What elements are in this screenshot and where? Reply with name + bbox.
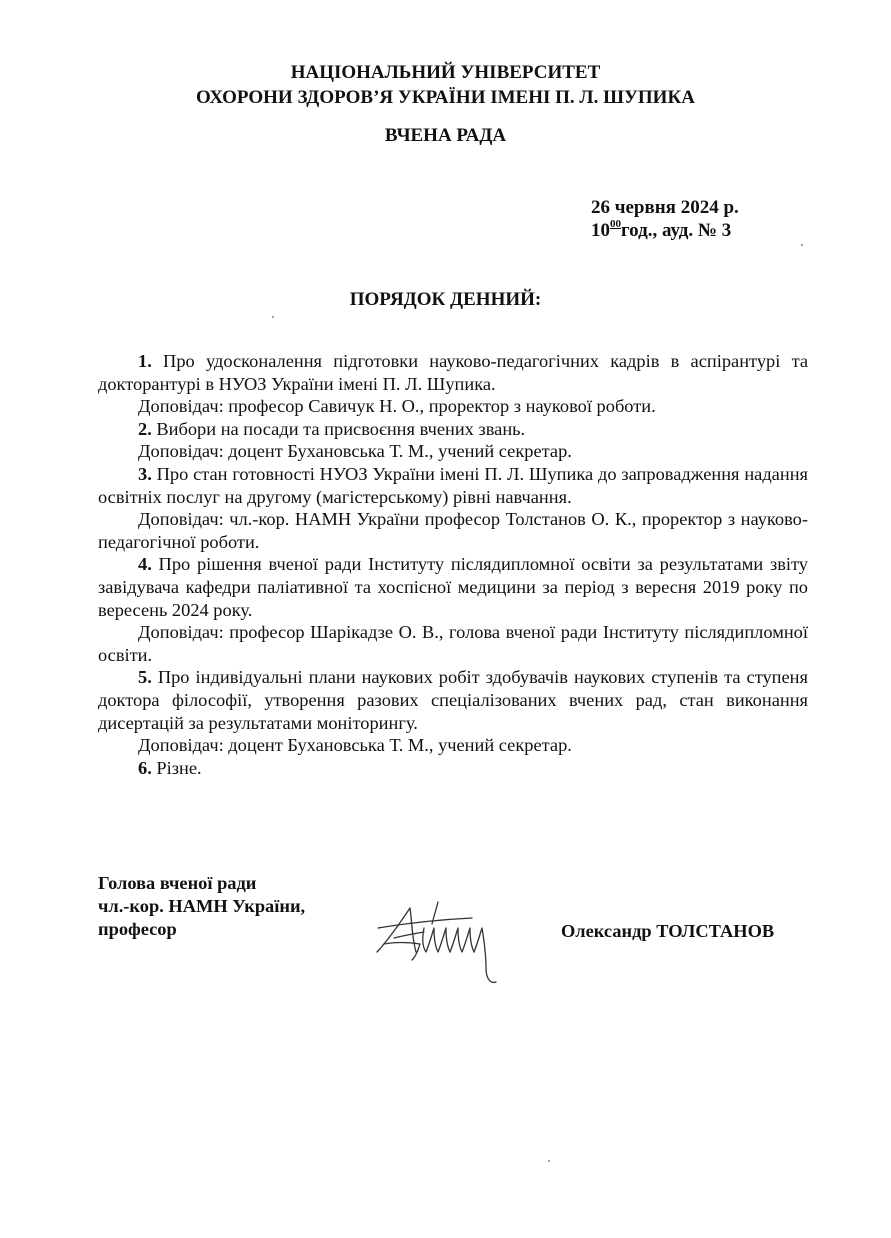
meeting-hour: 10 — [591, 220, 610, 241]
agenda-item-text: Про стан готовності НУОЗ України імені П. Л. Шупика до запровадження надання освітніх послуг на другому (магістерському) рівні навчання. — [98, 463, 808, 507]
agenda-item-number: 4. — [138, 554, 152, 575]
agenda-item-4 — [98, 553, 808, 621]
agenda-item-2-speaker: Доповідач: доцент Бухановська Т. М., учений секретар. — [138, 441, 572, 462]
agenda-item-1 — [98, 350, 808, 395]
scan-speck — [272, 316, 274, 318]
agenda-item-number: 2. — [138, 418, 152, 439]
signatory-role-line-3: професор — [98, 919, 177, 939]
agenda-item-text: Різне. — [151, 757, 202, 778]
agenda-item-number: 6. — [138, 757, 152, 778]
agenda-item-3-speaker: Доповідач: чл.-кор. НАМН України професор Толстанов О. К., проректор з науково-педагогічної роботи. — [98, 509, 808, 552]
agenda-item-text: Про удосконалення підготовки науково-педагогічних кадрів в аспірантурі та докторантурі в НУОЗ України імені П. Л. Шупика. — [98, 351, 808, 394]
agenda-item-text: Вибори на посади та присвоєння вчених звань. — [151, 418, 526, 439]
agenda-item-1-speaker: Доповідач: професор Савичук Н. О., проректор з наукової роботи. — [138, 396, 656, 417]
signatory-name: Олександр ТОЛСТАНОВ — [561, 921, 775, 941]
agenda-item-4-speaker: Доповідач: професор Шарікадзе О. В., голова вченої ради Інституту післядипломної освіти. — [98, 622, 808, 665]
agenda-item-2 — [98, 418, 808, 441]
meeting-time-place — [591, 217, 732, 242]
scan-speck — [801, 244, 803, 246]
meeting-minutes: 00 — [610, 217, 621, 230]
agenda-item-3 — [98, 463, 808, 508]
scan-speck — [548, 1160, 550, 1162]
agenda-item-number: 5. — [138, 667, 152, 688]
meeting-date: 26 червня 2024 р. — [591, 197, 739, 218]
university-name-line-2: ОХОРОНИ ЗДОРОВ’Я УКРАЇНИ ІМЕНІ П. Л. ШУПИКА — [196, 87, 695, 108]
agenda-list — [98, 350, 808, 779]
university-name-line-1: НАЦІОНАЛЬНИЙ УНІВЕРСИТЕТ — [290, 62, 601, 83]
agenda-item-6 — [98, 757, 808, 780]
agenda-item-5 — [98, 666, 808, 734]
agenda-item-text: Про індивідуальні плани наукових робіт здобувачів наукових ступенів та ступеня доктора філософії, утворення разових спеціалізованих вчених рад, стан виконання дисертацій за результатами моніторингу. — [98, 667, 808, 733]
agenda-title: ПОРЯДОК ДЕННИЙ: — [349, 289, 542, 310]
agenda-item-text: Про рішення вченої ради Інституту післядипломної освіти за результатами звіту завідувача кафедри паліативної та хоспісної медицини за період з вересня 2019 року по вересень 2024 року. — [98, 554, 808, 620]
signatory-role-line-1: Голова вченої ради — [98, 873, 257, 893]
signatory-role-line-2: чл.-кор. НАМН України, — [98, 896, 306, 916]
council-title: ВЧЕНА РАДА — [384, 125, 507, 146]
agenda-item-5-speaker: Доповідач: доцент Бухановська Т. М., учений секретар. — [138, 735, 572, 756]
meeting-place: год., ауд. № 3 — [621, 220, 732, 241]
agenda-item-number: 1. — [138, 351, 152, 371]
agenda-item-number: 3. — [138, 463, 152, 484]
handwritten-signature — [372, 898, 517, 990]
